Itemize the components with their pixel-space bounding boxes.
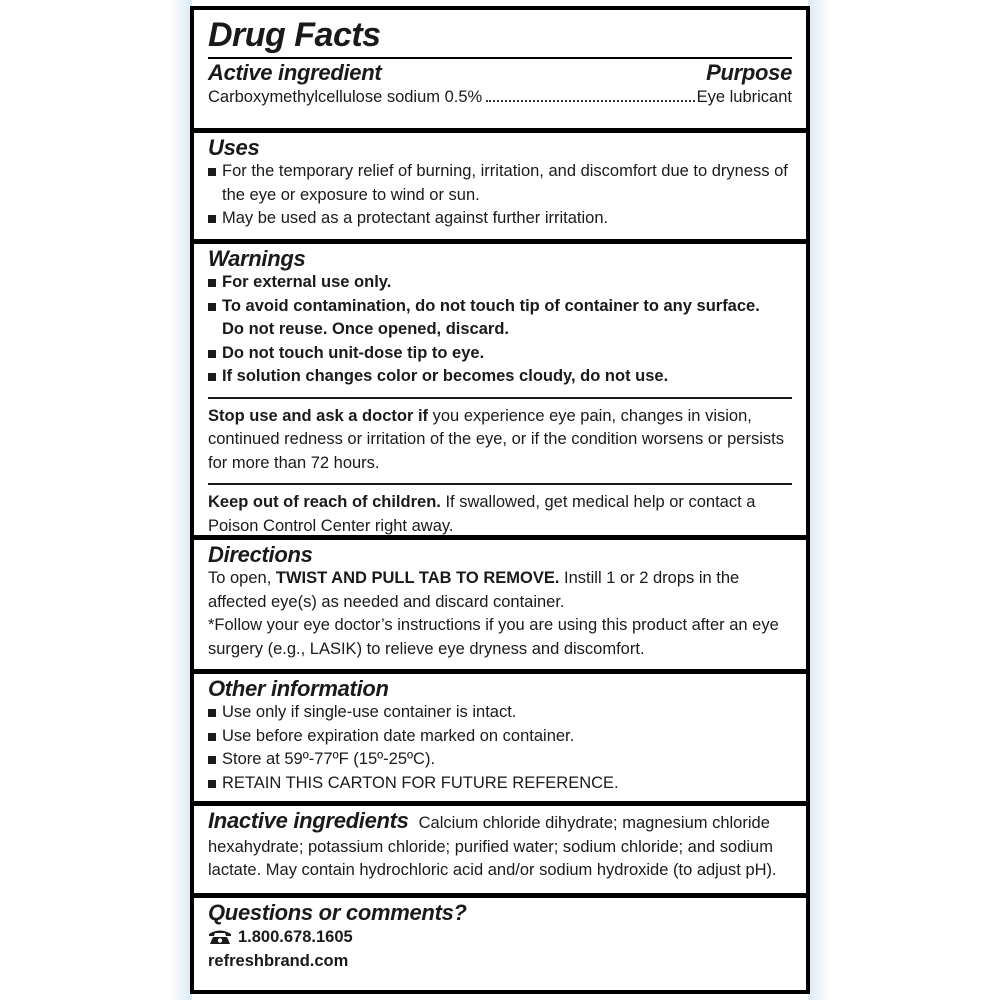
phone-row: [208, 925, 792, 949]
directions-bold: TWIST AND PULL TAB TO REMOVE.: [275, 569, 560, 587]
list-item: To avoid contamination, do not touch tip of container to any surface. Do not reuse. Once opened, discard.: [208, 295, 792, 342]
questions-heading: Questions or comments?: [208, 900, 467, 925]
list-item: RETAIN THIS CARTON FOR FUTURE REFERENCE.: [208, 772, 792, 796]
list-item: Use before expiration date marked on container.: [208, 725, 792, 749]
background-left: [0, 0, 192, 1000]
active-ingredient-section: [194, 10, 806, 128]
list-item: Store at 59º-77ºF (15º-25ºC).: [208, 748, 792, 772]
directions-section: [194, 540, 806, 669]
directions-note: *Follow your eye doctor’s instructions if you are using this product after an eye surgery (e.g., LASIK) to relieve eye dryness and discomfort.: [208, 616, 779, 658]
directions-pre: To open,: [208, 569, 276, 587]
divider: [208, 397, 792, 399]
keep-out-lead: Keep out of reach of children.: [208, 493, 441, 511]
inactive-ingredients-heading: Inactive ingredients: [208, 808, 409, 833]
inactive-ingredients-paragraph: [208, 809, 792, 883]
stop-use-paragraph: [208, 405, 792, 476]
list-item: For external use only.: [208, 271, 792, 295]
page-title: Drug Facts: [208, 13, 792, 59]
active-ingredient-name: Carboxymethylcellulose sodium 0.5%: [208, 88, 483, 106]
uses-list: [208, 160, 792, 231]
inactive-ingredients-text: Calcium chloride dihydrate; magnesium chloride hexahydrate; potassium chloride; purified water; sodium chloride; and sodium lactate. May contain hydrochloric acid and/or sodium hydroxide (to adjust pH).: [208, 814, 777, 879]
phone-number[interactable]: 1.800.678.1605: [238, 928, 353, 946]
purpose-heading: Purpose: [706, 60, 792, 85]
active-header-row: [208, 61, 792, 85]
stop-use-text: you experience eye pain, changes in vision, continued redness or irritation of the eye, or if the condition worsens or persists for more than 72 hours.: [208, 406, 784, 472]
list-item: For the temporary relief of burning, irritation, and discomfort due to dryness of the eye or exposure to wind or sun.: [208, 160, 792, 207]
uses-heading: Uses: [208, 135, 260, 160]
uses-section: [194, 133, 806, 239]
telephone-icon: [208, 929, 232, 945]
drug-facts-panel: [190, 6, 810, 994]
list-item: Do not touch unit-dose tip to eye.: [208, 342, 792, 366]
warnings-list: [208, 271, 792, 389]
inactive-ingredients-section: [194, 806, 806, 893]
divider: [208, 483, 792, 485]
active-ingredient-purpose: Eye lubricant: [696, 88, 792, 106]
questions-section: [194, 898, 806, 990]
other-information-list: [208, 701, 792, 795]
warnings-heading: Warnings: [208, 246, 306, 271]
background-right: [808, 0, 1000, 1000]
other-information-heading: Other information: [208, 676, 389, 701]
directions-paragraph: [208, 567, 792, 614]
keep-out-text: If swallowed, get medical help or contact a Poison Control Center right away.: [208, 493, 756, 535]
directions-heading: Directions: [208, 542, 313, 567]
leader-dots: [486, 100, 694, 102]
warnings-section: [194, 244, 806, 535]
directions-post: Instill 1 or 2 drops in the affected eye(s) as needed and discard container.: [208, 569, 740, 611]
other-information-section: [194, 674, 806, 801]
keep-out-paragraph: [208, 491, 792, 538]
list-item: If solution changes color or becomes cloudy, do not use.: [208, 365, 792, 389]
list-item: May be used as a protectant against further irritation.: [208, 207, 792, 231]
website-link[interactable]: refreshbrand.com: [208, 952, 349, 970]
list-item: Use only if single-use container is intact.: [208, 701, 792, 725]
stop-use-lead: Stop use and ask a doctor if: [208, 406, 429, 425]
active-ingredient-heading: Active ingredient: [208, 60, 382, 85]
active-ingredient-row: [208, 85, 792, 109]
